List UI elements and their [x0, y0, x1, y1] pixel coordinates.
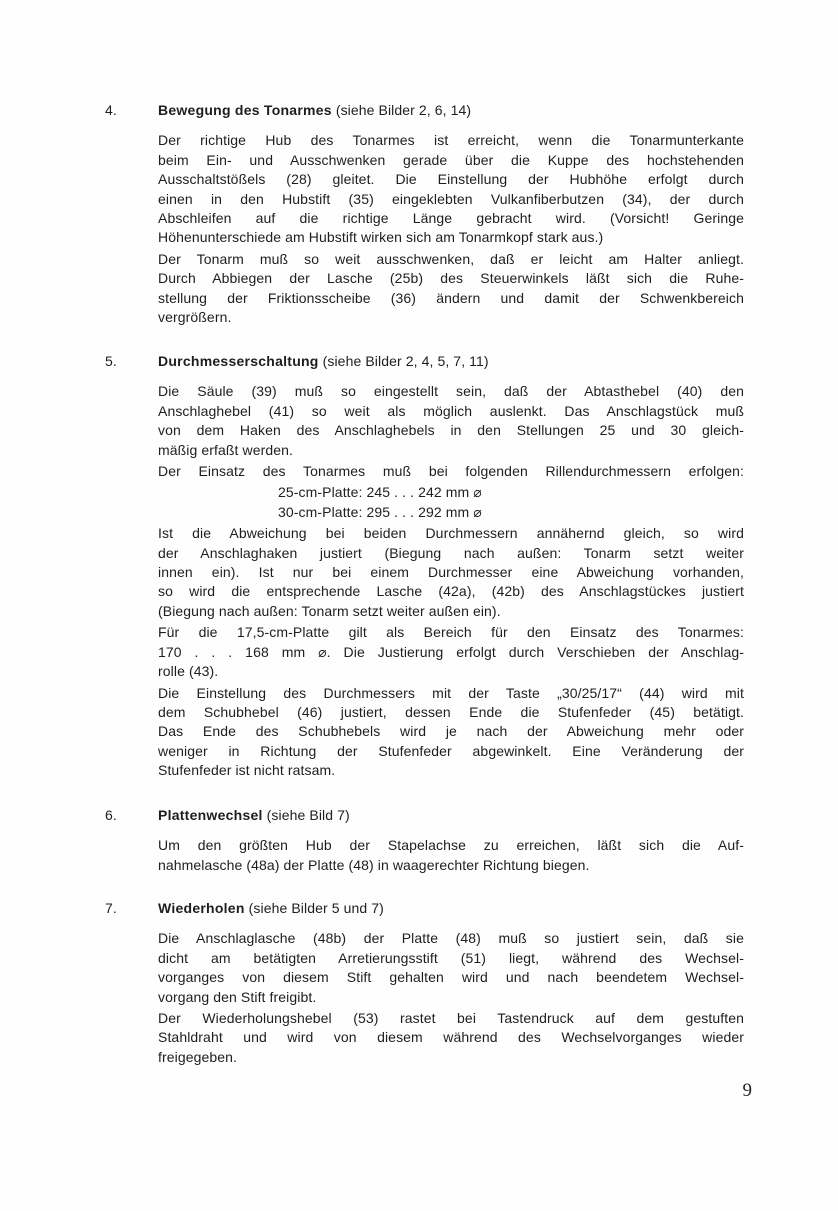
text-line: Die Anschlaglasche (48b) der Platte (48) muß so justiert sein, daß sie	[158, 930, 744, 947]
indented-values	[278, 483, 745, 522]
text-line: dem Schubhebel (46) justiert, dessen Ende die Stufenfeder (45) betätigt.	[158, 703, 744, 720]
text-line: Stahldraht und wird von diesem während des Wechselvorganges wieder	[158, 1029, 744, 1046]
section-number: 7.	[105, 900, 117, 916]
section	[105, 899, 745, 1069]
page-number: 9	[742, 1080, 752, 1101]
text-line: Die Säule (39) muß so eingestellt sein, daß der Abtasthebel (40) den	[158, 383, 744, 400]
text-line: von dem Haken des Anschlaghebels in den Stellungen 25 und 30 gleich-	[158, 422, 744, 439]
paragraph	[158, 131, 744, 247]
text-line: vorgang den Stift freigibt.	[158, 988, 317, 1005]
text-line: Durch Abbiegen der Lasche (25b) des Steuerwinkels läßt sich die Ruhe-	[158, 270, 744, 287]
text-line: dicht am betätigten Arretierungsstift (51) liegt, während des Wechsel-	[158, 949, 744, 966]
text-line: Höhenunterschiede am Hubstift wirken sich am Tonarmkopf stark aus.)	[158, 229, 604, 246]
paragraph	[158, 623, 744, 681]
section-title: Plattenwechsel	[158, 807, 263, 823]
text-line: freigegeben.	[158, 1048, 238, 1065]
text-line: Anschlaghebel (41) so weit als möglich auslenkt. Das Anschlagstück muß	[158, 402, 744, 419]
section-heading	[105, 101, 745, 120]
section-figure-reference: (siehe Bilder 2, 4, 5, 7, 11)	[322, 353, 489, 369]
text-line: mäßig erfaßt werden.	[158, 441, 294, 458]
text-line: Die Einstellung des Durchmessers mit der Taste „30/25/17“ (44) wird mit	[158, 684, 744, 701]
text-line: so wird die entsprechende Lasche (42a), (42b) des Anschlagstückes justiert	[158, 583, 744, 600]
section-heading	[105, 899, 745, 918]
section-number: 4.	[105, 102, 117, 118]
section	[105, 806, 745, 877]
section-figure-reference: (siehe Bilder 5 und 7)	[248, 900, 384, 916]
text-line: beim Ein- und Ausschwenken gerade über die Kuppe des hochstehenden	[158, 151, 744, 168]
section-number: 6.	[105, 807, 117, 823]
section-title: Durchmesserschaltung	[158, 353, 319, 369]
text-line: Abschleifen auf die richtige Länge gebracht wird. (Vorsicht! Geringe	[158, 210, 744, 227]
text-line: weniger in Richtung der Stufenfeder abgewinkelt. Eine Veränderung der	[158, 742, 744, 759]
text-line: Der richtige Hub des Tonarmes ist erreicht, wenn die Tonarmunterkante	[158, 132, 744, 149]
text-line: Ist die Abweichung bei beiden Durchmessern annähernd gleich, so wird	[158, 525, 744, 542]
section-heading	[105, 352, 745, 371]
text-line: Für die 17,5-cm-Platte gilt als Bereich für den Einsatz des Tonarmes:	[158, 624, 744, 641]
text-line: vorganges von diesem Stift gehalten wird und nach beendetem Wechsel-	[158, 969, 744, 986]
section-figure-reference: (siehe Bild 7)	[266, 807, 350, 823]
paragraph	[158, 382, 744, 460]
text-line: 30-cm-Platte: 295 . . . 292 mm ⌀	[278, 503, 482, 520]
text-line: 170 . . . 168 mm ⌀. Die Justierung erfolgt durch Verschieben der Anschlag-	[158, 643, 744, 660]
text-line: Der Tonarm muß so weit ausschwenken, daß er leicht am Halter anliegt.	[158, 250, 744, 267]
paragraph	[158, 524, 744, 621]
text-line: Das Ende des Schubhebels wird je nach der Abweichung mehr oder	[158, 723, 744, 740]
text-line: (Biegung nach außen: Tonarm setzt weiter außen ein).	[158, 602, 501, 619]
text-line: der Anschlaghaken justiert (Biegung nach außen: Tonarm setzt weiter	[158, 544, 744, 561]
text-line: Ausschaltstößels (28) gleitet. Die Einstellung der Hubhöhe erfolgt durch	[158, 171, 744, 188]
section-title: Bewegung des Tonarmes	[158, 102, 332, 118]
text-line: Der Wiederholungshebel (53) rastet bei Tastendruck auf dem gestuften	[158, 1010, 744, 1027]
paragraph	[158, 836, 744, 875]
section	[105, 101, 745, 329]
text-line: nahmelasche (48a) der Platte (48) in waagerechter Richtung biegen.	[158, 856, 590, 873]
paragraph	[158, 250, 744, 328]
text-line: rolle (43).	[158, 663, 219, 680]
text-line: stellung der Friktionsscheibe (36) ändern und damit der Schwenkbereich	[158, 289, 744, 306]
section-heading	[105, 806, 745, 825]
paragraph	[158, 1009, 744, 1067]
paragraph	[158, 684, 744, 781]
text-line: 25-cm-Platte: 245 . . . 242 mm ⌀	[278, 484, 482, 501]
section-number: 5.	[105, 353, 117, 369]
text-line: innen ein). Ist nur bei einem Durchmesser eine Abweichung vorhanden,	[158, 564, 744, 581]
paragraph	[158, 929, 744, 1007]
text-line: Der Einsatz des Tonarmes muß bei folgenden Rillendurchmessern erfolgen:	[158, 463, 744, 480]
text-line: einen in den Hubstift (35) eingeklebten Vulkanfiberbutzen (34), der durch	[158, 190, 744, 207]
text-line: Stufenfeder ist nicht ratsam.	[158, 762, 336, 779]
section-figure-reference: (siehe Bilder 2, 6, 14)	[335, 102, 472, 118]
paragraph	[158, 462, 744, 481]
text-line: vergrößern.	[158, 309, 232, 326]
text-line: Um den größten Hub der Stapelachse zu erreichen, läßt sich die Auf-	[158, 837, 744, 854]
section	[105, 352, 745, 783]
section-title: Wiederholen	[158, 900, 245, 916]
